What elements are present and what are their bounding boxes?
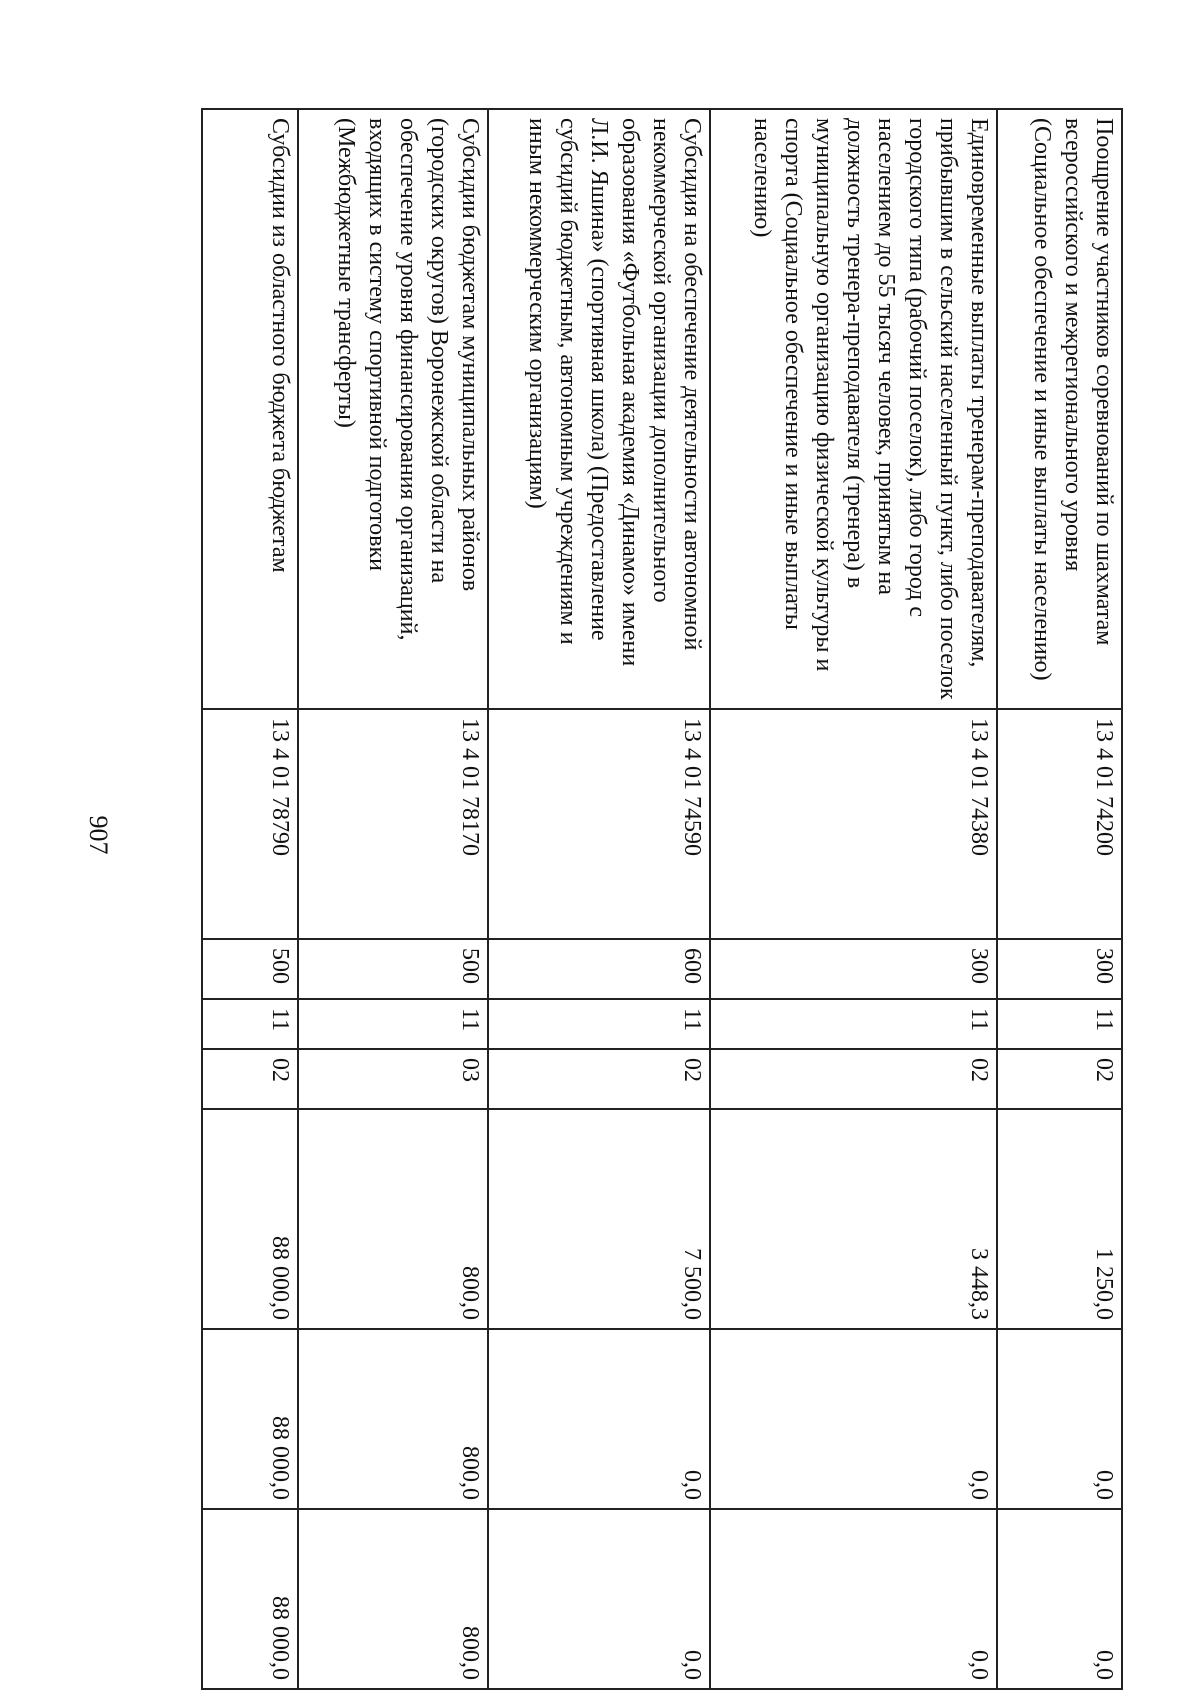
row-sum-3: 0,0 — [710, 1509, 997, 1689]
row-subsection: 02 — [997, 1049, 1122, 1109]
row-sum-2: 800,0 — [298, 1329, 488, 1509]
row-subsection: 02 — [710, 1049, 997, 1109]
row-expense-type: 300 — [710, 939, 997, 999]
row-sum-1: 7 500,0 — [488, 1109, 710, 1329]
table-container — [203, 108, 1123, 1688]
row-sum-2: 88 000,0 — [202, 1329, 298, 1509]
table-row — [488, 109, 710, 1689]
row-sum-1: 800,0 — [298, 1109, 488, 1329]
row-sum-3: 0,0 — [488, 1509, 710, 1689]
row-sum-3: 0,0 — [997, 1509, 1122, 1689]
row-sum-2: 0,0 — [488, 1329, 710, 1509]
row-section: 11 — [997, 999, 1122, 1049]
row-section: 11 — [298, 999, 488, 1049]
row-section: 11 — [488, 999, 710, 1049]
row-target-code: 13 4 01 78170 — [298, 709, 488, 939]
budget-table — [201, 108, 1123, 1690]
row-section: 11 — [202, 999, 298, 1049]
row-description: Поощрение участников соревнований по шахматам всероссийского и межрегионального уровня (Социальное обеспечение и иные выплаты населению) — [997, 109, 1122, 709]
table-row — [710, 109, 997, 1689]
row-sum-2: 0,0 — [710, 1329, 997, 1509]
row-target-code: 13 4 01 74380 — [710, 709, 997, 939]
row-target-code: 13 4 01 78790 — [202, 709, 298, 939]
row-subsection: 02 — [202, 1049, 298, 1109]
row-target-code: 13 4 01 74590 — [488, 709, 710, 939]
row-sum-1: 3 448,3 — [710, 1109, 997, 1329]
row-target-code: 13 4 01 74200 — [997, 709, 1122, 939]
table-row — [298, 109, 488, 1689]
row-description: Субсидии бюджетам муниципальных районов (городских округов) Воронежской области на обеспечение уровня финансирования организаций, входящих в систему спортивной подготовки (Межбюджетные трансферты) — [298, 109, 488, 709]
row-description: Единовременные выплаты тренерам-преподавателям, прибывшим в сельский населенный пункт, либо поселок городского типа (рабочий поселок), либо город с населением до 55 тысяч человек, принятым на должность тренера-преподавателя (тренера) в муниципальную организацию физической культуры и спорта (Социальное обеспечение и иные выплаты населению) — [710, 109, 997, 709]
row-expense-type: 500 — [202, 939, 298, 999]
row-description: Субсидии из областного бюджета бюджетам — [202, 109, 298, 709]
row-subsection: 02 — [488, 1049, 710, 1109]
row-description: Субсидия на обеспечение деятельности автономной некоммерческой организации дополнительного образования «Футбольная академия «Динамо» имени Л.И. Яшина» (спортивная школа) (Предоставление субсидий бюджетным, автономным учреждениям и иным некоммерческим организациям) — [488, 109, 710, 709]
row-expense-type: 500 — [298, 939, 488, 999]
table-row — [997, 109, 1122, 1689]
page-number: 907 — [84, 815, 113, 855]
row-expense-type: 600 — [488, 939, 710, 999]
row-sum-2: 0,0 — [997, 1329, 1122, 1509]
table-row — [202, 109, 298, 1689]
row-section: 11 — [710, 999, 997, 1049]
row-sum-1: 1 250,0 — [997, 1109, 1122, 1329]
row-expense-type: 300 — [997, 939, 1122, 999]
row-sum-3: 800,0 — [298, 1509, 488, 1689]
row-sum-3: 88 000,0 — [202, 1509, 298, 1689]
row-subsection: 03 — [298, 1049, 488, 1109]
row-sum-1: 88 000,0 — [202, 1109, 298, 1329]
